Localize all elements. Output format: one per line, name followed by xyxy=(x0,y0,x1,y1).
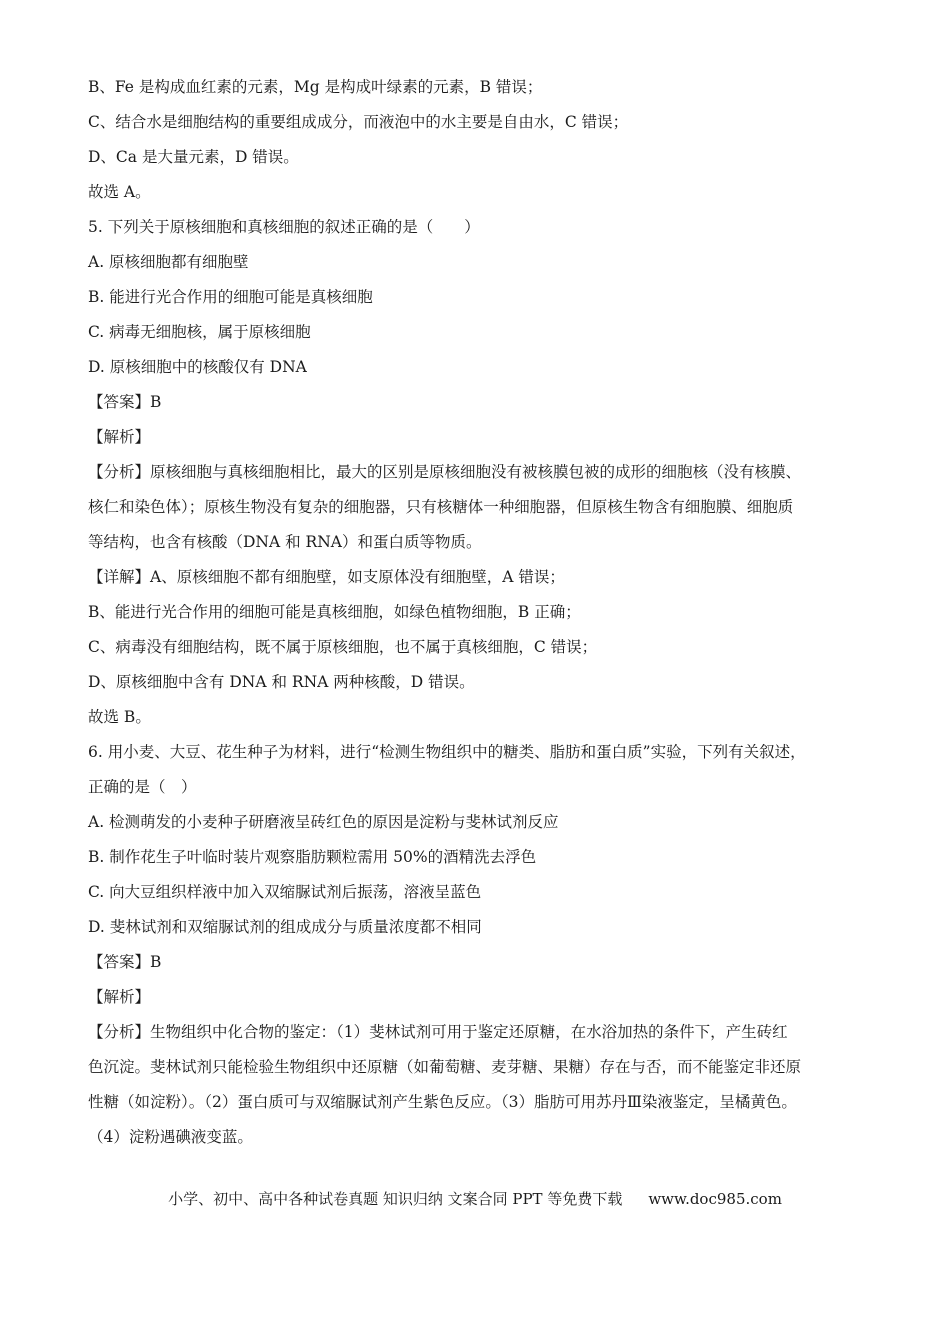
text-line: C、病毒没有细胞结构，既不属于原核细胞，也不属于真核细胞，C 错误； xyxy=(88,638,598,656)
question-6-stem-cont: 正确的是（ ） xyxy=(88,778,197,796)
text-line: 色沉淀。斐林试剂只能检验生物组织中还原糖（如葡萄糖、麦芽糖、果糖）存在与否，而不能鉴定非还原 xyxy=(88,1058,802,1076)
question-5-stem: 5. 下列关于原核细胞和真核细胞的叙述正确的是（ ） xyxy=(88,218,480,236)
question-5-option-c: C. 病毒无细胞核，属于原核细胞 xyxy=(88,323,311,341)
question-5-option-d: D. 原核细胞中的核酸仅有 DNA xyxy=(88,358,307,376)
text-line: （4）淀粉遇碘液变蓝。 xyxy=(88,1128,253,1146)
text-line: C、结合水是细胞结构的重要组成成分，而液泡中的水主要是自由水，C 错误； xyxy=(88,113,629,131)
text-line: D、原核细胞中含有 DNA 和 RNA 两种核酸，D 错误。 xyxy=(88,673,475,691)
question-5-option-b: B. 能进行光合作用的细胞可能是真核细胞 xyxy=(88,288,373,306)
question-6-option-d: D. 斐林试剂和双缩脲试剂的组成成分与质量浓度都不相同 xyxy=(88,918,482,936)
text-line: 【分析】原核细胞与真核细胞相比，最大的区别是原核细胞没有被核膜包被的成形的细胞核（没有核膜、 xyxy=(88,463,802,481)
question-5-option-a: A. 原核细胞都有细胞壁 xyxy=(88,253,249,271)
footer-text: 小学、初中、高中各种试卷真题 知识归纳 文案合同 PPT 等免费下载 xyxy=(168,1190,623,1208)
text-line: 故选 B。 xyxy=(88,708,151,726)
page-footer xyxy=(0,1188,950,1209)
text-line: 【详解】A、原核细胞不都有细胞壁，如支原体没有细胞壁，A 错误； xyxy=(88,568,565,586)
question-5-answer: 【答案】B xyxy=(88,393,162,411)
text-line: D、Ca 是大量元素，D 错误。 xyxy=(88,148,299,166)
text-line: 故选 A。 xyxy=(88,183,151,201)
question-6-option-c: C. 向大豆组织样液中加入双缩脲试剂后振荡，溶液呈蓝色 xyxy=(88,883,482,901)
text-line: B、Fe 是构成血红素的元素，Mg 是构成叶绿素的元素，B 错误； xyxy=(88,78,543,96)
text-line: B、能进行光合作用的细胞可能是真核细胞，如绿色植物细胞，B 正确； xyxy=(88,603,581,621)
question-6-option-a: A. 检测萌发的小麦种子研磨液呈砖红色的原因是淀粉与斐林试剂反应 xyxy=(88,813,559,831)
text-line: 核仁和染色体）；原核生物没有复杂的细胞器，只有核糖体一种细胞器，但原核生物含有细胞膜、细胞质 xyxy=(88,498,794,516)
question-6-stem: 6. 用小麦、大豆、花生种子为材料，进行“检测生物组织中的糖类、脂肪和蛋白质”实验，下列有关叙述， xyxy=(88,743,806,761)
question-6-answer: 【答案】B xyxy=(88,953,162,971)
text-line: 等结构，也含有核酸（DNA 和 RNA）和蛋白质等物质。 xyxy=(88,533,482,551)
question-6-analysis-heading: 【解析】 xyxy=(88,988,151,1006)
document-body xyxy=(88,74,870,1159)
question-5-analysis-heading: 【解析】 xyxy=(88,428,151,446)
text-line: 【分析】生物组织中化合物的鉴定：（1）斐林试剂可用于鉴定还原糖，在水浴加热的条件下，产生砖红 xyxy=(88,1023,788,1041)
text-line: 性糖（如淀粉）。（2）蛋白质可与双缩脲试剂产生紫色反应。（3）脂肪可用苏丹Ⅲ染液鉴定，呈橘黄色。 xyxy=(88,1093,797,1111)
question-6-option-b: B. 制作花生子叶临时装片观察脂肪颗粒需用 50%的酒精洗去浮色 xyxy=(88,848,537,866)
footer-site-link[interactable]: www.doc985.com xyxy=(648,1190,782,1208)
